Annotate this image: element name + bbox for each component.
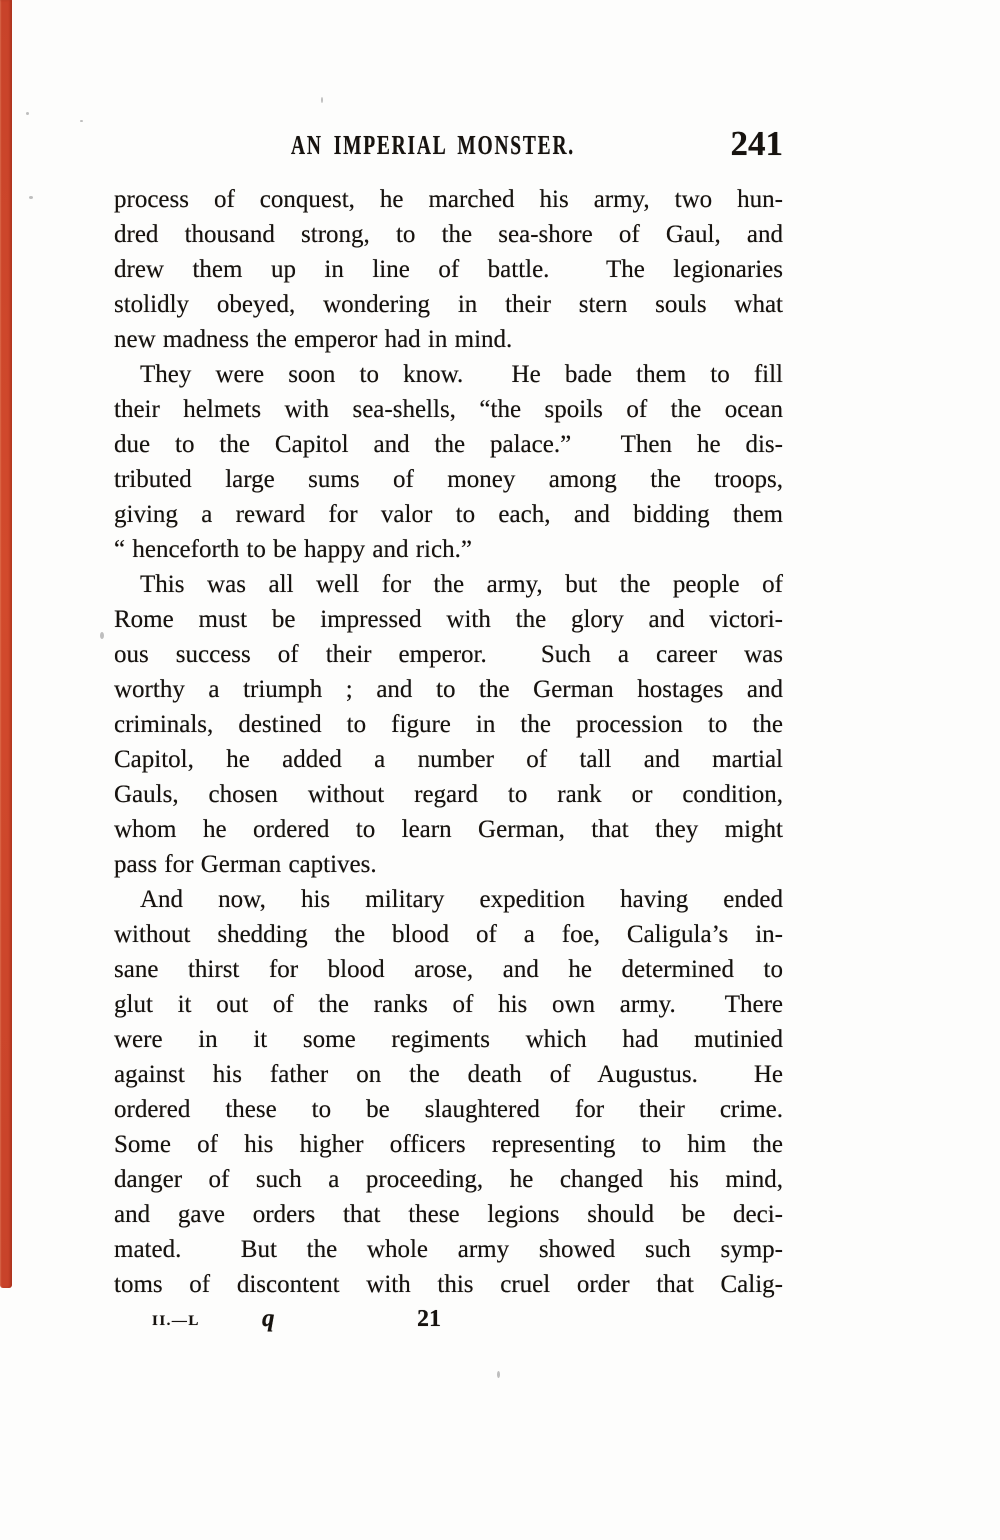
text-line: worthy a triumph ; and to the German hostages and (114, 676, 783, 703)
running-header-title: AN IMPERIAL MONSTER. (291, 130, 575, 160)
page-footer (114, 1303, 783, 1348)
text-line: sane thirst for blood arose, and he determined to (114, 956, 783, 983)
press-mark: q (262, 1305, 275, 1332)
text-line: toms of discontent with this cruel order that Calig- (114, 1271, 783, 1298)
text-line: mated. But the whole army showed such symp- (114, 1236, 783, 1263)
text-line: Rome must be impressed with the glory and victori- (114, 606, 783, 633)
text-line: ordered these to be slaughtered for their crime. (114, 1096, 783, 1123)
paragraph (114, 882, 783, 1302)
text-line: And now, his military expedition having ended (140, 886, 783, 913)
text-column (114, 182, 783, 1302)
signature-number: 21 (417, 1306, 441, 1332)
paragraph (114, 567, 783, 882)
scan-speck (26, 112, 29, 115)
text-line: against his father on the death of Augustus. He (114, 1061, 783, 1088)
paragraph (114, 182, 783, 357)
text-line: were in it some regiments which had mutinied (114, 1026, 783, 1053)
text-line: glut it out of the ranks of his own army. There (114, 991, 783, 1018)
text-line: “ henceforth to be happy and rich.” (114, 536, 472, 563)
text-line: giving a reward for valor to each, and bidding them (114, 501, 783, 528)
text-line: They were soon to know. He bade them to fill (140, 361, 783, 388)
scan-speck (80, 120, 83, 122)
text-line: dred thousand strong, to the sea-shore of Gaul, and (114, 221, 783, 248)
text-line: criminals, destined to figure in the procession to the (114, 711, 783, 738)
text-line: ous success of their emperor. Such a career was (114, 641, 783, 668)
scan-speck (29, 196, 33, 199)
text-line: Gauls, chosen without regard to rank or condition, (114, 781, 783, 808)
text-line: Some of his higher officers representing to him the (114, 1131, 783, 1158)
text-line: This was all well for the army, but the people of (140, 571, 783, 598)
text-line: drew them up in line of battle. The legionaries (114, 256, 783, 283)
text-line: Capitol, he added a number of tall and martial (114, 746, 783, 773)
scan-speck (497, 1371, 500, 1378)
scan-speck (321, 97, 323, 103)
red-ribbon (0, 0, 12, 1288)
text-line: pass for German captives. (114, 851, 377, 878)
text-line: and gave orders that these legions should be deci- (114, 1201, 783, 1228)
text-line: their helmets with sea-shells, “the spoils of the ocean (114, 396, 783, 423)
text-line: new madness the emperor had in mind. (114, 326, 513, 353)
volume-signature: II.—L (152, 1313, 200, 1329)
running-header (0, 124, 1000, 163)
text-line: process of conquest, he marched his army, two hun- (114, 186, 783, 213)
text-line: due to the Capitol and the palace.” Then he dis- (114, 431, 783, 458)
text-line: danger of such a proceeding, he changed his mind, (114, 1166, 783, 1193)
text-line: without shedding the blood of a foe, Caligula’s in- (114, 921, 783, 948)
text-line: whom he ordered to learn German, that they might (114, 816, 783, 843)
scan-speck (100, 632, 104, 639)
text-line: stolidly obeyed, wondering in their stern souls what (114, 291, 783, 318)
text-line: tributed large sums of money among the troops, (114, 466, 783, 493)
page-number: 241 (730, 124, 783, 163)
paragraph (114, 357, 783, 567)
